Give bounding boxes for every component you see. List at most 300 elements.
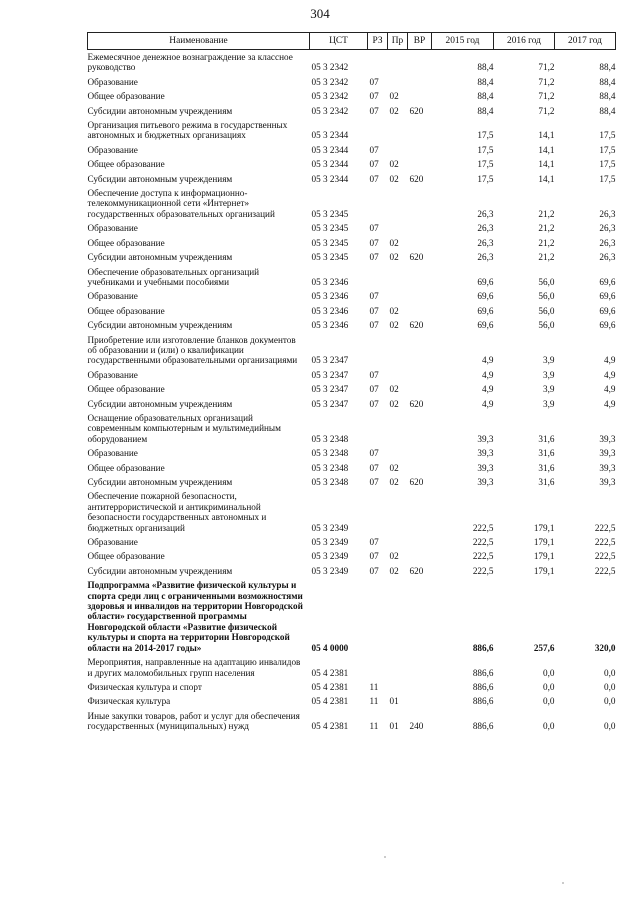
cell-2015: 39,3: [477, 477, 494, 487]
scan-speck: [384, 856, 386, 858]
cell-2016: 257,6: [533, 642, 555, 653]
cell-cst: 05 4 2381: [311, 667, 349, 678]
cell-vr: [408, 265, 432, 290]
cell-pr: 02: [389, 91, 399, 102]
cell-pr: 02: [389, 159, 399, 170]
cell-pr: 02: [389, 565, 399, 576]
cell-2016: 3,9: [543, 398, 555, 409]
cell-rz: [368, 333, 388, 368]
cell-name: Подпрограмма «Развитие физической культуры и спорта среди лиц с ограниченными возможностями здоровья и инвалидов на территории Новгородской области» государственной программы Новгородской области «Развитие физической культуры и спорта на территории Новгородской области на 2014-2017 годы»: [87, 580, 303, 653]
cell-cst: 05 3 2349: [311, 565, 349, 576]
cell-vr: [408, 446, 432, 460]
cell-2017: 4,9: [604, 369, 616, 380]
cell-cst: 05 3 2342: [311, 62, 349, 73]
table-row: [88, 157, 616, 171]
header-pr: Пр: [388, 33, 408, 50]
cell-2017: 0,0: [604, 667, 616, 678]
cell-cst: 05 3 2342: [311, 91, 349, 102]
cell-name: Субсидии автономным учреждениям: [87, 105, 233, 116]
cell-vr: 240: [409, 721, 424, 732]
cell-name: Оснащение образовательных организаций современным компьютерным и мультимедийным оборудованием: [87, 412, 281, 444]
cell-name: Образование: [87, 291, 138, 302]
cell-cst: 05 3 2349: [311, 551, 349, 562]
cell-cst: 05 3 2346: [311, 276, 349, 287]
cell-vr: 620: [409, 252, 424, 263]
cell-cst: 05 3 2347: [311, 384, 349, 395]
cell-pr: 02: [389, 252, 399, 263]
cell-vr: [408, 304, 432, 318]
cell-2017: 222,5: [594, 565, 616, 576]
cell-vr: [408, 143, 432, 157]
cell-pr: [388, 289, 408, 303]
cell-pr: [388, 578, 408, 655]
cell-rz: 07: [369, 105, 379, 116]
cell-cst: 05 3 2345: [311, 252, 349, 263]
cell-name: Субсидии автономным учреждениям: [87, 320, 233, 331]
cell-2016: 179,1: [533, 537, 555, 548]
page-number: 304: [310, 6, 330, 21]
cell-vr: [408, 157, 432, 171]
cell-name: Обеспечение образовательных организаций учебниками и учебными пособиями: [87, 266, 260, 287]
cell-2016: 179,1: [533, 551, 555, 562]
cell-2016: 179,1: [533, 522, 555, 533]
cell-rz: 07: [369, 305, 379, 316]
cell-vr: [408, 89, 432, 103]
cell-name: Организация питьевого режима в государственных автономных и бюджетных организациях: [87, 120, 288, 141]
cell-cst: 05 3 2348: [311, 448, 349, 459]
cell-name: Общее образование: [87, 159, 165, 170]
cell-name: Физическая культура и спорт: [87, 681, 202, 692]
cell-vr: [408, 489, 432, 535]
cell-rz: [368, 50, 388, 75]
cell-2016: 31,6: [538, 433, 555, 444]
cell-pr: [388, 655, 408, 680]
cell-rz: 07: [369, 462, 379, 473]
cell-vr: [408, 680, 432, 694]
cell-2017: 88,4: [599, 62, 616, 73]
table-row: [88, 104, 616, 118]
cell-cst: 05 3 2349: [311, 537, 349, 548]
cell-2017: 17,5: [599, 144, 616, 155]
cell-2017: 88,4: [599, 76, 616, 87]
cell-2017: 4,9: [604, 398, 616, 409]
cell-2017: 222,5: [594, 537, 616, 548]
cell-pr: [388, 368, 408, 382]
cell-name: Обеспечение доступа к информационно-телекоммуникационной сети «Интернет» государственных образовательных организаций: [87, 188, 275, 219]
cell-rz: 07: [369, 159, 379, 170]
cell-name: Субсидии автономным учреждениям: [87, 173, 233, 184]
table-row: [88, 709, 616, 734]
cell-2015: 26,3: [477, 223, 494, 234]
cell-2017: 69,6: [599, 276, 616, 287]
cell-2017: 69,6: [599, 320, 616, 331]
table-row: [88, 397, 616, 411]
cell-2016: 21,2: [538, 252, 555, 263]
cell-pr: 02: [389, 320, 399, 331]
scan-speck: [562, 882, 564, 884]
cell-2016: 3,9: [543, 384, 555, 395]
cell-rz: 11: [369, 721, 379, 732]
cell-rz: [368, 411, 388, 446]
cell-cst: 05 3 2342: [311, 105, 349, 116]
cell-2015: 69,6: [477, 276, 494, 287]
cell-name: Образование: [87, 537, 138, 548]
cell-vr: [408, 549, 432, 563]
cell-cst: 05 3 2347: [311, 398, 349, 409]
cell-2015: 886,6: [472, 681, 494, 692]
cell-vr: 620: [409, 173, 424, 184]
header-2016: 2016 год: [494, 33, 555, 50]
cell-2017: 39,3: [599, 477, 616, 487]
cell-2015: 69,6: [477, 291, 494, 302]
table-row: [88, 250, 616, 264]
cell-2015: 17,5: [477, 173, 494, 184]
cell-pr: [388, 680, 408, 694]
cell-2015: 39,3: [477, 433, 494, 444]
cell-2016: 56,0: [538, 276, 555, 287]
cell-2015: 4,9: [482, 369, 494, 380]
cell-pr: [388, 411, 408, 446]
cell-2016: 71,2: [538, 105, 555, 116]
cell-pr: 02: [389, 551, 399, 562]
cell-cst: 05 4 2381: [311, 696, 349, 707]
table-row: [88, 535, 616, 549]
cell-2016: 0,0: [543, 667, 555, 678]
cell-2017: 39,3: [599, 448, 616, 459]
table-row: [88, 143, 616, 157]
cell-2017: 17,5: [599, 173, 616, 184]
cell-rz: 07: [369, 252, 379, 263]
cell-name: Субсидии автономным учреждениям: [87, 477, 233, 487]
cell-2016: 71,2: [538, 62, 555, 73]
table-row: [88, 475, 616, 489]
cell-2016: 31,6: [538, 448, 555, 459]
cell-2016: 3,9: [543, 355, 555, 366]
cell-2017: 4,9: [604, 384, 616, 395]
cell-2017: 222,5: [594, 522, 616, 533]
cell-vr: [408, 333, 432, 368]
cell-2015: 39,3: [477, 462, 494, 473]
cell-rz: 07: [369, 369, 379, 380]
header-2015: 2015 год: [432, 33, 494, 50]
header-cst: ЦСТ: [310, 33, 368, 50]
cell-name: Образование: [87, 76, 138, 87]
cell-2015: 17,5: [477, 159, 494, 170]
cell-2017: 4,9: [604, 355, 616, 366]
header-2017: 2017 год: [555, 33, 616, 50]
cell-vr: [408, 655, 432, 680]
cell-rz: 07: [369, 551, 379, 562]
cell-cst: 05 3 2348: [311, 433, 349, 444]
table-row: [88, 50, 616, 75]
cell-rz: 07: [369, 237, 379, 248]
cell-2016: 0,0: [543, 721, 555, 732]
table-row: [88, 564, 616, 578]
cell-rz: 11: [369, 681, 379, 692]
table-row: [88, 289, 616, 303]
table-row: [88, 368, 616, 382]
cell-pr: [388, 221, 408, 235]
cell-2015: 222,5: [472, 537, 494, 548]
cell-name: Субсидии автономным учреждениям: [87, 252, 233, 263]
cell-2017: 88,4: [599, 105, 616, 116]
cell-cst: 05 3 2345: [311, 223, 349, 234]
cell-rz: [368, 265, 388, 290]
cell-2017: 88,4: [599, 91, 616, 102]
cell-name: Общее образование: [87, 91, 165, 102]
cell-vr: [408, 236, 432, 250]
cell-cst: 05 4 2381: [311, 681, 349, 692]
cell-pr: 01: [389, 721, 399, 732]
cell-pr: [388, 535, 408, 549]
cell-rz: 07: [369, 144, 379, 155]
cell-pr: [388, 50, 408, 75]
cell-cst: 05 4 2381: [311, 721, 349, 732]
cell-cst: 05 3 2346: [311, 320, 349, 331]
table-row: [88, 304, 616, 318]
cell-rz: 07: [369, 477, 379, 487]
cell-2017: 39,3: [599, 433, 616, 444]
cell-cst: 05 3 2346: [311, 291, 349, 302]
cell-pr: [388, 118, 408, 143]
table-row: [88, 236, 616, 250]
cell-name: Образование: [87, 144, 138, 155]
cell-cst: 05 3 2345: [311, 208, 349, 219]
cell-2017: 69,6: [599, 305, 616, 316]
cell-pr: [388, 265, 408, 290]
cell-cst: 05 3 2347: [311, 369, 349, 380]
cell-rz: 07: [369, 398, 379, 409]
cell-2015: 88,4: [477, 76, 494, 87]
cell-rz: 07: [369, 223, 379, 234]
cell-2017: 0,0: [604, 721, 616, 732]
cell-vr: 620: [409, 320, 424, 331]
table-row: [88, 489, 616, 535]
table-row: [88, 655, 616, 680]
cell-2017: 17,5: [599, 159, 616, 170]
cell-cst: 05 3 2348: [311, 462, 349, 473]
cell-2016: 21,2: [538, 208, 555, 219]
cell-2015: 222,5: [472, 522, 494, 533]
cell-pr: [388, 75, 408, 89]
cell-2017: 17,5: [599, 130, 616, 141]
cell-2015: 17,5: [477, 144, 494, 155]
header-rz: РЗ: [368, 33, 388, 50]
cell-cst: 05 3 2349: [311, 522, 349, 533]
cell-2017: 26,3: [599, 208, 616, 219]
cell-pr: [388, 333, 408, 368]
cell-2016: 3,9: [543, 369, 555, 380]
cell-rz: 07: [369, 76, 379, 87]
cell-name: Мероприятия, направленные на адаптацию инвалидов и других маломобильных групп населения: [87, 657, 301, 678]
cell-vr: [408, 75, 432, 89]
table-row: [88, 318, 616, 332]
cell-2016: 31,6: [538, 477, 555, 487]
cell-pr: 02: [389, 477, 399, 487]
cell-2016: 0,0: [543, 681, 555, 692]
cell-cst: 05 3 2344: [311, 159, 349, 170]
cell-name: Обеспечение пожарной безопасности, антитеррористической и антикриминальной безопасности государственных автономных и бюджетных организаций: [87, 491, 267, 533]
cell-2016: 56,0: [538, 320, 555, 331]
cell-rz: 11: [369, 696, 379, 707]
cell-2015: 4,9: [482, 398, 494, 409]
cell-2016: 0,0: [543, 696, 555, 707]
cell-name: Общее образование: [87, 237, 165, 248]
cell-rz: 07: [369, 565, 379, 576]
table-row: [88, 461, 616, 475]
cell-vr: [408, 461, 432, 475]
cell-vr: [408, 578, 432, 655]
cell-2016: 14,1: [538, 144, 555, 155]
cell-pr: [388, 143, 408, 157]
cell-2017: 0,0: [604, 696, 616, 707]
cell-pr: 02: [389, 398, 399, 409]
cell-vr: [408, 411, 432, 446]
cell-name: Ежемесячное денежное вознаграждение за классное руководство: [87, 52, 293, 73]
cell-2017: 26,3: [599, 237, 616, 248]
cell-2015: 26,3: [477, 252, 494, 263]
cell-rz: [368, 489, 388, 535]
cell-2017: 26,3: [599, 223, 616, 234]
cell-rz: 07: [369, 537, 379, 548]
cell-cst: 05 3 2345: [311, 237, 349, 248]
cell-name: Общее образование: [87, 384, 165, 395]
cell-2015: 222,5: [472, 551, 494, 562]
cell-rz: 07: [369, 173, 379, 184]
cell-cst: 05 3 2344: [311, 144, 349, 155]
header-row: [88, 33, 616, 50]
cell-name: Субсидии автономным учреждениям: [87, 398, 233, 409]
cell-2015: 26,3: [477, 237, 494, 248]
cell-2016: 71,2: [538, 91, 555, 102]
cell-vr: [408, 694, 432, 708]
cell-2017: 222,5: [594, 551, 616, 562]
table-row: [88, 446, 616, 460]
cell-vr: [408, 118, 432, 143]
cell-2017: 0,0: [604, 681, 616, 692]
table-row: [88, 680, 616, 694]
cell-pr: 02: [389, 305, 399, 316]
table-header: [88, 33, 616, 50]
table-row: [88, 118, 616, 143]
cell-name: Общее образование: [87, 305, 165, 316]
cell-cst: 05 3 2344: [311, 130, 349, 141]
cell-2015: 39,3: [477, 448, 494, 459]
table-row: [88, 578, 616, 655]
cell-2016: 21,2: [538, 223, 555, 234]
cell-name: Физическая культура: [87, 696, 171, 707]
cell-name: Общее образование: [87, 551, 165, 562]
table-row: [88, 265, 616, 290]
table-row: [88, 333, 616, 368]
cell-rz: [368, 655, 388, 680]
cell-2015: 26,3: [477, 208, 494, 219]
cell-2015: 88,4: [477, 105, 494, 116]
cell-pr: [388, 446, 408, 460]
cell-vr: [408, 289, 432, 303]
table-row: [88, 411, 616, 446]
cell-rz: [368, 118, 388, 143]
cell-2015: 4,9: [482, 384, 494, 395]
cell-rz: 07: [369, 384, 379, 395]
cell-2016: 56,0: [538, 305, 555, 316]
cell-2015: 88,4: [477, 62, 494, 73]
cell-vr: [408, 368, 432, 382]
header-vr: ВР: [408, 33, 432, 50]
table-row: [88, 549, 616, 563]
cell-2017: 320,0: [594, 642, 616, 653]
cell-2015: 886,6: [472, 642, 494, 653]
cell-cst: 05 3 2346: [311, 305, 349, 316]
table-row: [88, 221, 616, 235]
cell-2016: 56,0: [538, 291, 555, 302]
cell-pr: 01: [389, 696, 399, 707]
table-row: [88, 89, 616, 103]
cell-2016: 14,1: [538, 130, 555, 141]
cell-vr: 620: [409, 565, 424, 576]
cell-rz: 07: [369, 91, 379, 102]
cell-pr: [388, 489, 408, 535]
cell-2016: 31,6: [538, 462, 555, 473]
cell-2015: 886,6: [472, 696, 494, 707]
cell-rz: [368, 578, 388, 655]
cell-name: Образование: [87, 369, 138, 380]
cell-2017: 39,3: [599, 462, 616, 473]
cell-name: Образование: [87, 223, 138, 234]
cell-name: Субсидии автономным учреждениям: [87, 565, 233, 576]
cell-vr: [408, 535, 432, 549]
cell-cst: 05 4 0000: [311, 642, 349, 653]
cell-vr: 620: [409, 477, 424, 487]
table-row: [88, 186, 616, 221]
cell-vr: [408, 382, 432, 396]
cell-name: Приобретение или изготовление бланков документов об образовании и (или) о квалификации государственными образовательными организациями: [87, 334, 298, 366]
cell-name: Образование: [87, 448, 138, 459]
budget-table: [87, 32, 616, 734]
cell-2016: 71,2: [538, 76, 555, 87]
cell-cst: 05 3 2344: [311, 173, 349, 184]
cell-vr: 620: [409, 398, 424, 409]
cell-pr: [388, 186, 408, 221]
cell-pr: 02: [389, 237, 399, 248]
cell-2015: 69,6: [477, 305, 494, 316]
cell-2016: 179,1: [533, 565, 555, 576]
cell-2017: 69,6: [599, 291, 616, 302]
cell-pr: 02: [389, 105, 399, 116]
cell-rz: 07: [369, 448, 379, 459]
cell-pr: 02: [389, 173, 399, 184]
cell-vr: [408, 221, 432, 235]
cell-pr: 02: [389, 384, 399, 395]
cell-2015: 886,6: [472, 667, 494, 678]
table-row: [88, 172, 616, 186]
cell-2016: 14,1: [538, 159, 555, 170]
cell-rz: 07: [369, 320, 379, 331]
cell-2016: 21,2: [538, 237, 555, 248]
cell-rz: 07: [369, 291, 379, 302]
cell-name: Общее образование: [87, 462, 165, 473]
cell-2015: 69,6: [477, 320, 494, 331]
cell-2015: 17,5: [477, 130, 494, 141]
cell-2015: 222,5: [472, 565, 494, 576]
cell-vr: [408, 186, 432, 221]
cell-rz: [368, 186, 388, 221]
header-name: Наименование: [88, 33, 310, 50]
cell-vr: 620: [409, 105, 424, 116]
cell-2015: 886,6: [472, 721, 494, 732]
table-body: [88, 50, 616, 734]
cell-2016: 14,1: [538, 173, 555, 184]
